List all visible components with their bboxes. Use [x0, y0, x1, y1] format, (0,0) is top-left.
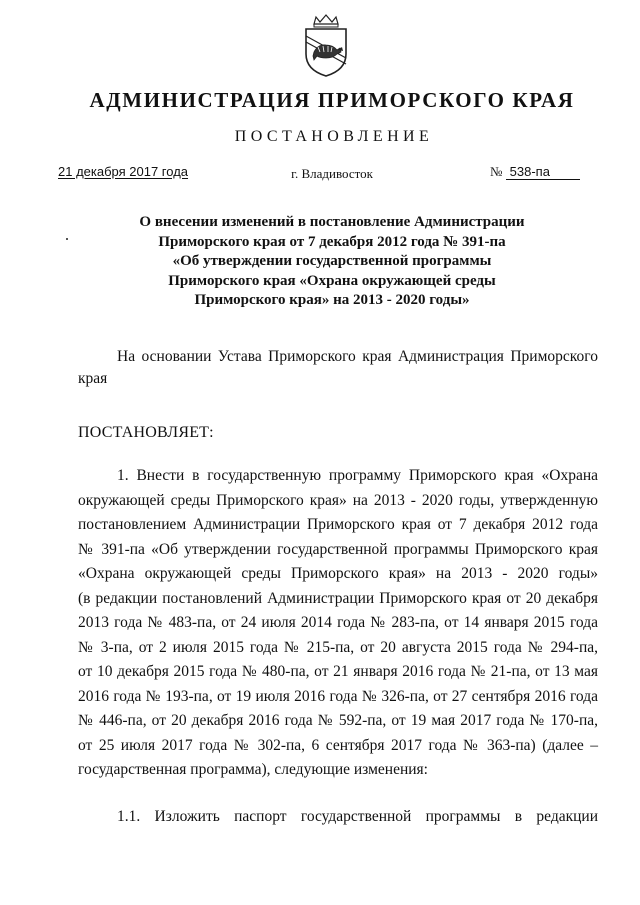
- decree-heading: ПОСТАНОВЛЯЕТ:: [78, 424, 214, 441]
- subject-line: Приморского края «Охрана окружающей среды: [168, 272, 496, 289]
- document-subject: [12, 213, 640, 311]
- document-city: г. Владивосток: [291, 166, 373, 181]
- subject-line: Приморского края» на 2013 - 2020 годы»: [194, 292, 470, 308]
- paragraph-line: «Охрана окружающей среды Приморского края» на 2013 - 2020 годы»: [78, 565, 598, 582]
- subject-line: «Об утверждении государственной программы: [172, 253, 492, 269]
- number-value: 538-па: [506, 164, 580, 180]
- basis-line: На основании Устава Приморского края Администрация Приморского: [117, 348, 598, 365]
- organization-title: АДМИНИСТРАЦИЯ ПРИМОРСКОГО КРАЯ: [89, 88, 575, 112]
- paragraph-line: постановлением Администрации Приморского края от 7 декабря 2012 года: [78, 516, 598, 533]
- paragraph-line: от 25 июля 2017 года № 302-па, 6 сентября 2017 года № 363-па) (далее –: [78, 736, 598, 754]
- paragraph-line: 1. Внести в государственную программу Приморского края «Охрана: [117, 467, 598, 484]
- paragraph-line: 2016 года № 193-па, от 19 июля 2016 года № 326-па, от 27 сентября 2016 года: [78, 687, 598, 705]
- paragraph-1: [78, 464, 598, 783]
- paragraph-line: (в редакции постановлений Администрации Приморского края от 20 декабря: [78, 589, 598, 607]
- paragraph-line: окружающей среды Приморского края» на 2013 - 2020 годы, утвержденную: [78, 491, 598, 509]
- paragraph-line: № 391-па «Об утверждении государственной программы Приморского края: [78, 540, 598, 558]
- document-date: 21 декабря 2017 года: [58, 164, 189, 179]
- document-number: [490, 164, 580, 180]
- primorsky-krai-coat-of-arms-icon: [300, 14, 352, 78]
- subject-line: Приморского края от 7 декабря 2012 года № 391-па: [158, 233, 506, 250]
- paragraph-line: 2013 года № 483-па, от 24 июля 2014 года № 283-па, от 14 января 2015 года: [78, 614, 598, 631]
- subject-line: О внесении изменений в постановление Администрации: [139, 214, 525, 230]
- paragraph-line: государственная программа), следующие изменения:: [78, 761, 428, 778]
- paragraph-line: от 10 декабря 2015 года № 480-па, от 21 января 2016 года № 21-па, от 13 мая: [78, 663, 598, 680]
- document-type: ПОСТАНОВЛЕНИЕ: [234, 128, 434, 145]
- basis-line: края: [78, 370, 108, 387]
- subparagraph-1-1: 1.1. Изложить паспорт государственной программы в редакции: [117, 808, 598, 825]
- basis-paragraph: [78, 346, 598, 390]
- paragraph-line: № 3-па, от 2 июля 2015 года № 215-па, от 20 августа 2015 года № 294-па,: [78, 638, 598, 656]
- paragraph-line: № 446-па, от 20 декабря 2016 года № 592-па, от 19 мая 2017 года № 170-па,: [78, 712, 598, 729]
- number-label: №: [490, 164, 503, 179]
